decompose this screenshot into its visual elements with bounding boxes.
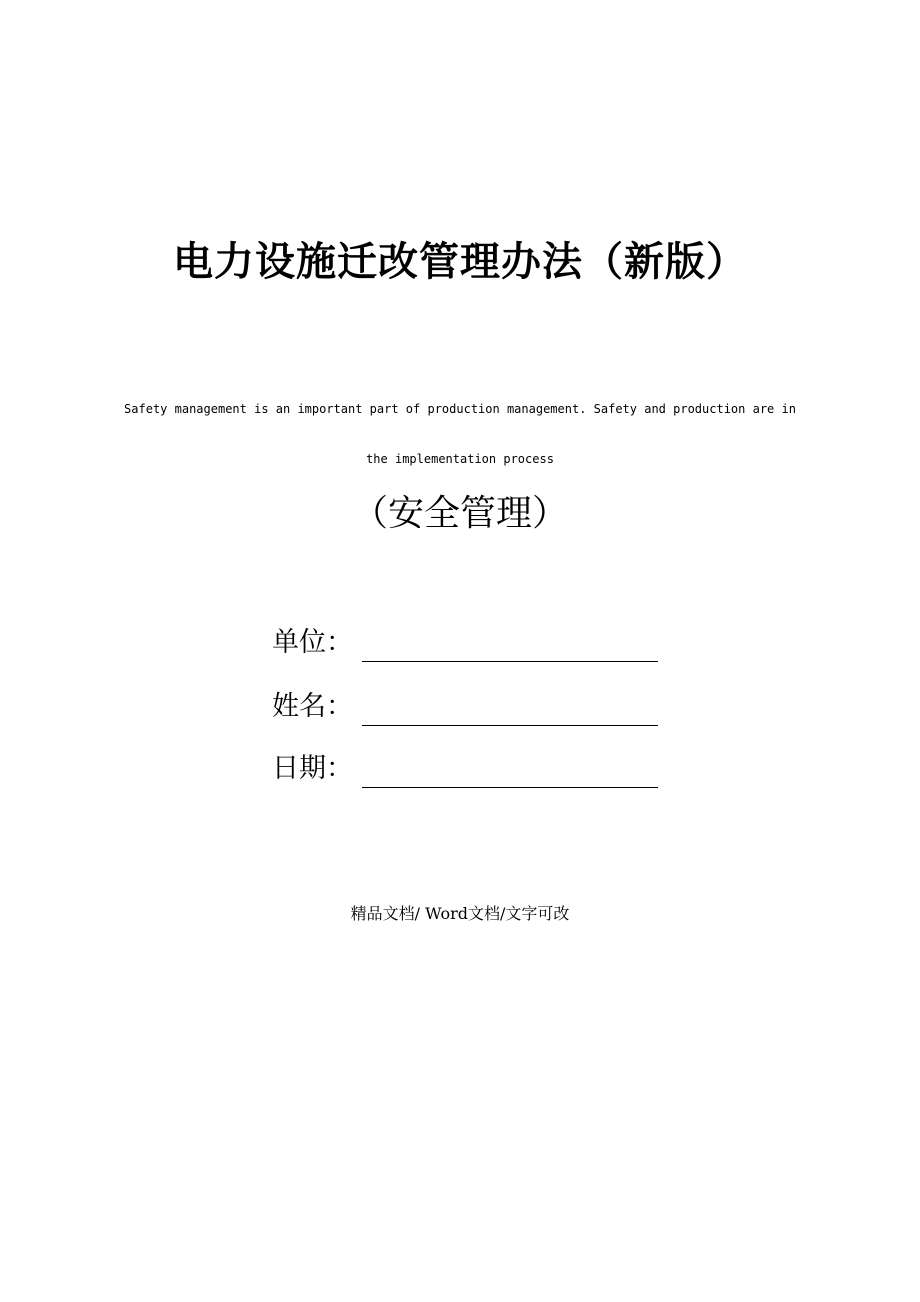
document-category: （安全管理） (351, 493, 568, 534)
unit-field (272, 624, 662, 664)
name-label: 姓名： (272, 691, 353, 722)
english-subtitle-line-1: Safety management is an important part of production management. Safety and production are in (124, 402, 796, 416)
unit-fill-line[interactable] (362, 631, 658, 662)
date-field (272, 750, 662, 790)
date-fill-line[interactable] (362, 757, 658, 788)
name-field (272, 688, 662, 728)
date-label: 日期： (272, 753, 353, 784)
english-subtitle-line-2: the implementation process (366, 452, 554, 466)
unit-label: 单位： (272, 627, 353, 658)
footer-note: 精品文档/ Word文档/文字可改 (350, 904, 570, 923)
document-title: 电力设施迁改管理办法（新版） (173, 239, 747, 285)
name-fill-line[interactable] (362, 695, 658, 726)
